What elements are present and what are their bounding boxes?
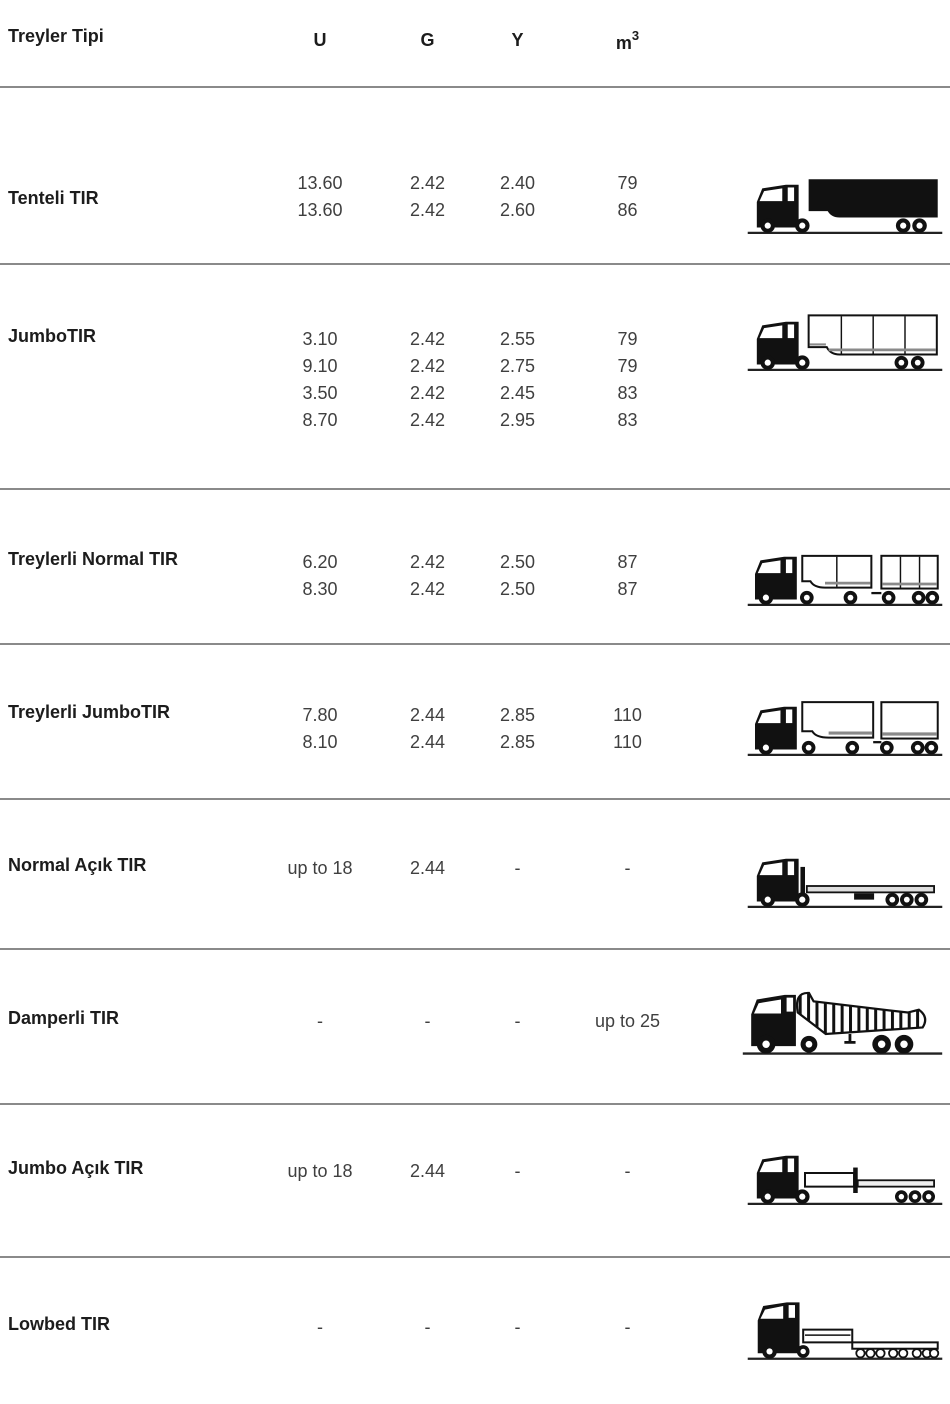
cell-y: 2.55	[499, 329, 536, 349]
row-values	[255, 490, 690, 643]
truck-cell	[690, 265, 950, 488]
table-row	[0, 948, 950, 1103]
value-line	[255, 353, 690, 380]
cell-u: -	[317, 1011, 323, 1031]
jumbo-open-extendable-truck-icon	[745, 1135, 945, 1211]
value-line	[255, 576, 690, 603]
column-header-u	[255, 0, 385, 86]
table-row	[0, 86, 950, 263]
header-g-text: G	[420, 30, 435, 50]
table-row	[0, 798, 950, 948]
cell-y: 2.85	[499, 705, 536, 725]
truck-cell	[690, 800, 950, 948]
cell-g: 2.42	[409, 552, 446, 572]
cell-m3: 79	[617, 329, 638, 349]
cell-g: -	[424, 1011, 431, 1031]
truck-cell	[690, 1258, 950, 1402]
cell-u: 13.60	[297, 200, 343, 220]
cell-u: 8.30	[302, 579, 338, 599]
truck-with-normal-trailer-icon	[745, 536, 945, 612]
value-line	[255, 549, 690, 576]
cell-g: 2.42	[409, 356, 446, 376]
truck-cell	[690, 490, 950, 643]
cell-m3: 87	[617, 579, 638, 599]
cell-u: up to 18	[287, 858, 353, 878]
cell-y: -	[514, 1317, 521, 1337]
dump-truck-icon	[740, 978, 945, 1062]
value-line	[255, 702, 690, 729]
cell-u: up to 18	[287, 1161, 353, 1181]
value-line	[255, 729, 690, 756]
cell-m3: -	[624, 858, 631, 878]
row-values	[255, 645, 690, 798]
cell-y: 2.60	[499, 200, 536, 220]
truck-cell	[690, 645, 950, 798]
column-header-y	[470, 0, 565, 86]
row-label: Jumbo Açık TIR	[8, 1158, 144, 1178]
cell-m3: 110	[613, 705, 642, 725]
value-line	[255, 170, 690, 197]
cell-y: -	[514, 1011, 521, 1031]
table-row	[0, 1103, 950, 1256]
table-row	[0, 1256, 950, 1402]
cell-y: -	[514, 858, 521, 878]
row-label: Tenteli TIR	[8, 188, 99, 208]
cell-y: 2.50	[499, 552, 536, 572]
row-values	[255, 265, 690, 488]
cell-u: 8.70	[302, 410, 338, 430]
cell-y: 2.75	[499, 356, 536, 376]
truck-cell	[690, 1105, 950, 1256]
value-line	[255, 380, 690, 407]
row-values	[255, 1258, 690, 1402]
cell-u: 13.60	[297, 173, 343, 193]
table-row	[0, 263, 950, 488]
value-line	[255, 1008, 690, 1035]
cell-y: 2.50	[499, 579, 536, 599]
cell-m3: 79	[617, 356, 638, 376]
row-values	[255, 950, 690, 1103]
cell-u: 9.10	[302, 356, 338, 376]
cell-u: 7.80	[302, 705, 338, 725]
cell-m3: 83	[617, 383, 638, 403]
value-line	[255, 407, 690, 434]
cell-g: 2.42	[409, 329, 446, 349]
truck-cell	[690, 88, 950, 263]
cell-g: 2.42	[409, 579, 446, 599]
cell-m3: -	[624, 1317, 631, 1337]
header-m3-base: m	[615, 33, 632, 53]
lowbed-truck-icon	[745, 1286, 945, 1366]
header-u-text: U	[313, 30, 327, 50]
cell-g: 2.42	[409, 173, 446, 193]
cell-m3: 110	[613, 732, 642, 752]
cell-g: 2.44	[409, 858, 446, 878]
cell-g: 2.44	[409, 732, 446, 752]
open-flatbed-truck-icon	[745, 838, 945, 914]
cell-u: 3.50	[302, 383, 338, 403]
row-values	[255, 1105, 690, 1256]
cell-y: 2.40	[499, 173, 536, 193]
column-header-treyler-tipi: Treyler Tipi	[8, 26, 104, 46]
row-label: JumboTIR	[8, 326, 96, 346]
cell-y: -	[514, 1161, 521, 1181]
cell-u: 8.10	[302, 732, 338, 752]
value-line	[255, 855, 690, 882]
row-values	[255, 800, 690, 948]
covered-semi-trailer-truck-icon	[745, 164, 945, 240]
table-row	[0, 488, 950, 643]
header-y-text: Y	[511, 30, 524, 50]
cell-u: 6.20	[302, 552, 338, 572]
column-header-m3	[565, 0, 690, 86]
header-m3-sup: 3	[631, 28, 640, 43]
value-line	[255, 197, 690, 224]
value-line	[255, 1314, 690, 1341]
cell-y: 2.45	[499, 383, 536, 403]
table-row	[0, 643, 950, 798]
column-header-g	[385, 0, 470, 86]
row-label: Treylerli JumboTIR	[8, 702, 171, 722]
truck-with-jumbo-trailer-icon	[745, 686, 945, 762]
jumbo-semi-trailer-truck-icon	[745, 301, 945, 377]
cell-g: 2.44	[409, 1161, 446, 1181]
row-label: Lowbed TIR	[8, 1314, 110, 1334]
cell-m3: 83	[617, 410, 638, 430]
row-label: Damperli TIR	[8, 1008, 120, 1028]
cell-m3: up to 25	[594, 1011, 661, 1031]
cell-g: 2.42	[409, 410, 446, 430]
row-label: Normal Açık TIR	[8, 855, 147, 875]
row-label: Treylerli Normal TIR	[8, 549, 179, 569]
cell-m3: 79	[617, 173, 638, 193]
cell-g: -	[424, 1317, 431, 1337]
cell-g: 2.42	[409, 383, 446, 403]
cell-g: 2.44	[409, 705, 446, 725]
value-line	[255, 1158, 690, 1185]
cell-u: 3.10	[302, 329, 338, 349]
table-header	[0, 0, 950, 86]
cell-m3: 87	[617, 552, 638, 572]
value-line	[255, 326, 690, 353]
cell-u: -	[317, 1317, 323, 1337]
cell-y: 2.85	[499, 732, 536, 752]
cell-g: 2.42	[409, 200, 446, 220]
cell-y: 2.95	[499, 410, 536, 430]
row-values	[255, 88, 690, 263]
truck-cell	[690, 950, 950, 1103]
cell-m3: -	[624, 1161, 631, 1181]
cell-m3: 86	[617, 200, 638, 220]
